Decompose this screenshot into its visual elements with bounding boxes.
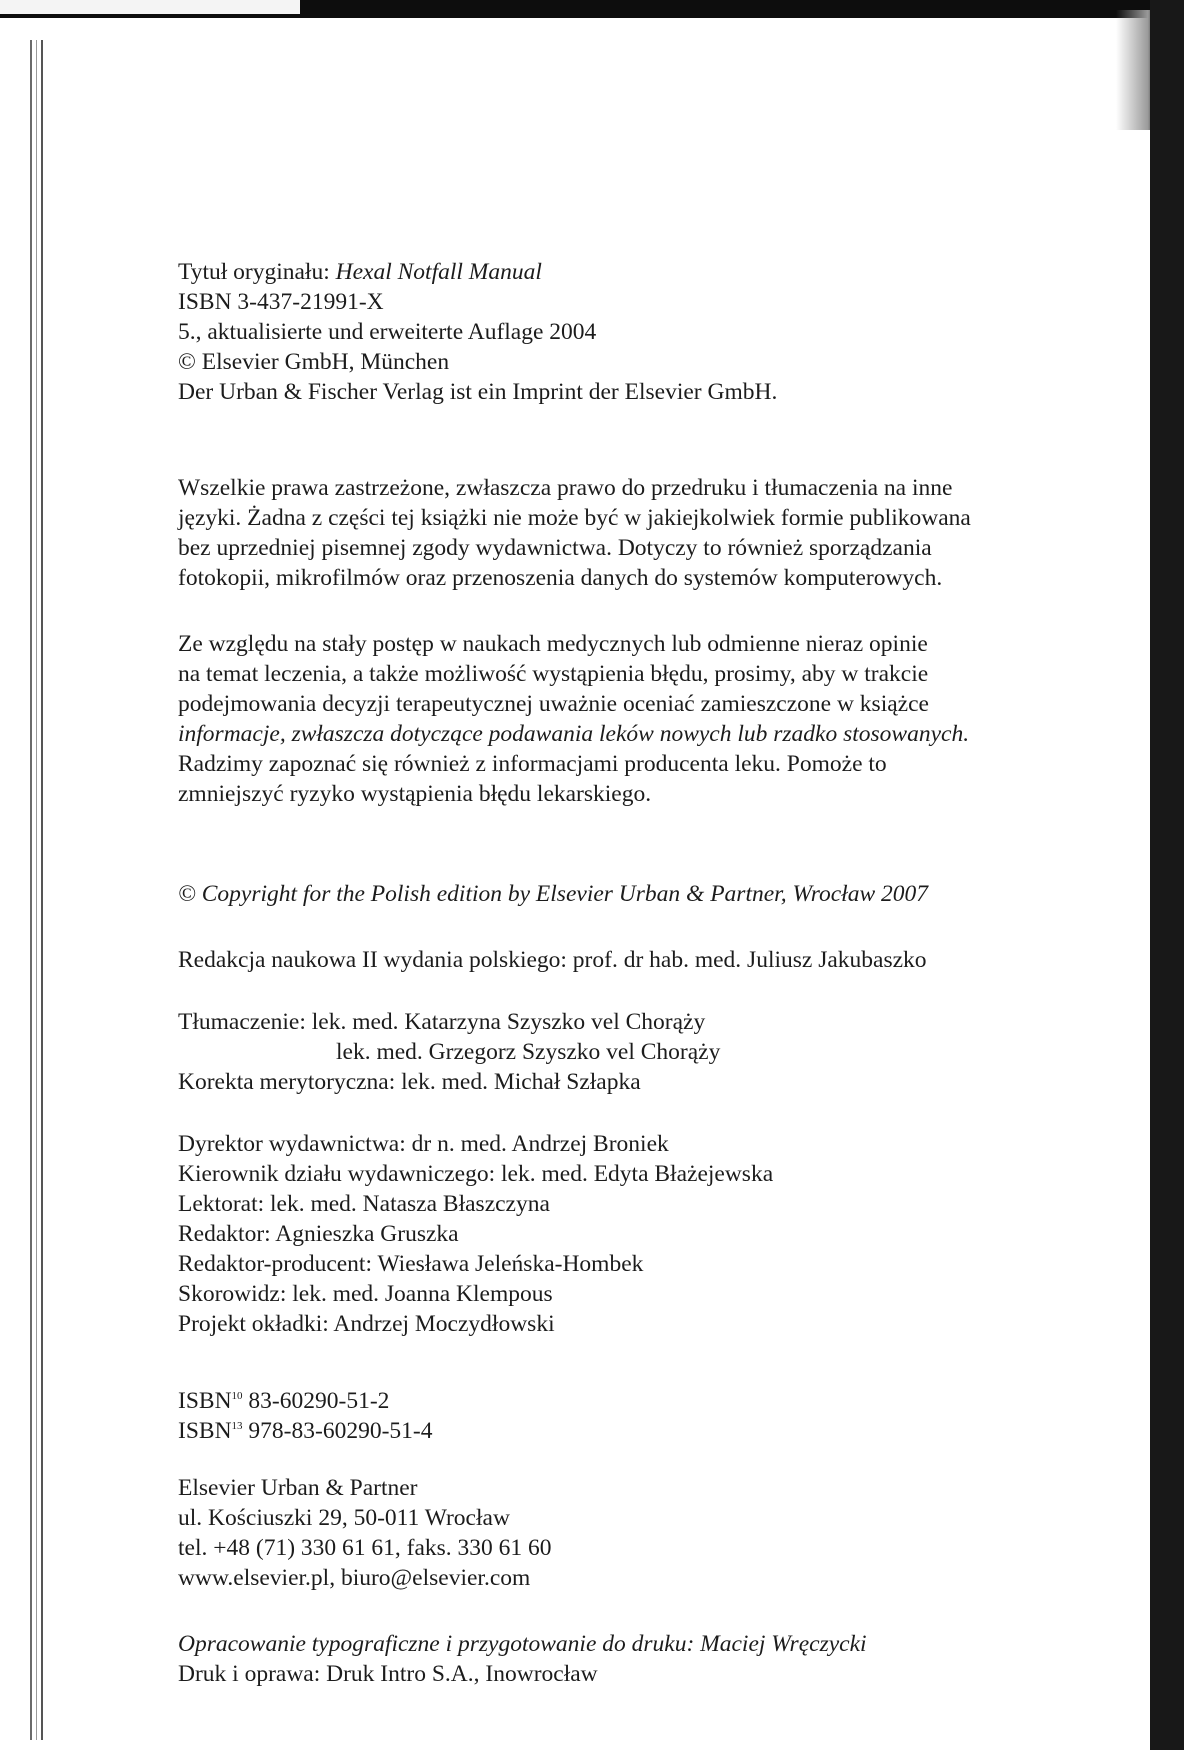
isbn10-prefix: ISBN	[178, 1387, 232, 1414]
isbn10-value: 83-60290-51-2	[248, 1387, 390, 1414]
isbn13-prefix: ISBN	[178, 1417, 232, 1444]
isbn10-sup: 10	[231, 1390, 243, 1402]
binding-line	[41, 40, 43, 1740]
isbn13-sup: 13	[231, 1420, 243, 1432]
isbn10-line	[178, 1382, 389, 1416]
scan-edge-top-light	[0, 0, 300, 14]
staff-line: Dyrektor wydawnictwa: dr n. med. Andrzej Broniek	[178, 1131, 669, 1157]
caution-line: podejmowania decyzji terapeutycznej uważnie oceniać zamieszczone w książce	[178, 691, 929, 717]
scientific-editor: Redakcja naukowa II wydania polskiego: prof. dr hab. med. Juliusz Jakubaszko	[178, 947, 927, 973]
staff-line: Projekt okładki: Andrzej Moczydłowski	[178, 1311, 555, 1337]
caution-line: Radzimy zapoznać się również z informacjami producenta leku. Pomoże to	[178, 751, 887, 777]
translation-label: Tłumaczenie:	[178, 1009, 306, 1035]
rights-line: fotokopii, mikrofilmów oraz przenoszenia danych do systemów komputerowych.	[178, 565, 943, 591]
staff-line: Redaktor: Agnieszka Gruszka	[178, 1221, 459, 1247]
staff-line: Lektorat: lek. med. Natasza Błaszczyna	[178, 1191, 550, 1217]
polish-copyright: © Copyright for the Polish edition by Elsevier Urban & Partner, Wrocław 2007	[178, 881, 929, 907]
binding-line	[36, 40, 37, 1740]
imprint-note: Der Urban & Fischer Verlag ist ein Imprint der Elsevier GmbH.	[178, 379, 778, 405]
publisher-line: ul. Kościuszki 29, 50-011 Wrocław	[178, 1505, 510, 1531]
translator-2: lek. med. Grzegorz Szyszko vel Chorąży	[336, 1039, 721, 1065]
caution-line: Ze względu na stały postęp w naukach medycznych lub odmienne nieraz opinie	[178, 631, 928, 657]
original-isbn: ISBN 3-437-21991-X	[178, 289, 384, 315]
original-edition: 5., aktualisierte und erweiterte Auflage 2004	[178, 319, 597, 345]
publisher-line: www.elsevier.pl, biuro@elsevier.com	[178, 1565, 531, 1591]
rights-line: języki. Żadna z części tej książki nie może być w jakiejkolwiek formie publikowana	[178, 505, 971, 531]
staff-line: Kierownik działu wydawniczego: lek. med. Edyta Błażejewska	[178, 1161, 774, 1187]
rights-line: Wszelkie prawa zastrzeżone, zwłaszcza prawo do przedruku i tłumaczenia na inne	[178, 475, 953, 501]
caution-line: zmniejszyć ryzyko wystąpienia błędu lekarskiego.	[178, 781, 652, 807]
translation-line	[178, 1008, 705, 1037]
scan-edge-right	[1150, 0, 1184, 1750]
isbn13-line	[178, 1412, 432, 1446]
binding-line	[30, 40, 32, 1740]
rights-line: bez uprzedniej pisemnej zgody wydawnictwa. Dotyczy to również sporządzania	[178, 535, 932, 561]
typography-credit: Opracowanie typograficzne i przygotowanie do druku: Maciej Wręczycki	[178, 1631, 867, 1657]
original-title: Hexal Notfall Manual	[335, 259, 542, 285]
publisher-line: tel. +48 (71) 330 61 61, faks. 330 61 60	[178, 1535, 552, 1561]
staff-line: Redaktor-producent: Wiesława Jeleńska-Hombek	[178, 1251, 644, 1277]
caution-line: na temat leczenia, a także możliwość wystąpienia błędu, prosimy, aby w trakcie	[178, 661, 929, 687]
original-copyright: © Elsevier GmbH, München	[178, 349, 450, 375]
printing-credit: Druk i oprawa: Druk Intro S.A., Inowrocław	[178, 1661, 598, 1687]
publisher-line: Elsevier Urban & Partner	[178, 1475, 418, 1501]
isbn13-value: 978-83-60290-51-4	[248, 1417, 433, 1444]
review-line: Korekta merytoryczna: lek. med. Michał Szłapka	[178, 1069, 641, 1095]
staff-line: Skorowidz: lek. med. Joanna Klempous	[178, 1281, 553, 1307]
translator-1: lek. med. Katarzyna Szyszko vel Chorąży	[311, 1009, 706, 1035]
original-title-line	[178, 258, 542, 287]
original-title-label: Tytuł oryginału:	[178, 259, 330, 285]
caution-line: informacje, zwłaszcza dotyczące podawania leków nowych lub rzadko stosowanych.	[178, 721, 970, 747]
